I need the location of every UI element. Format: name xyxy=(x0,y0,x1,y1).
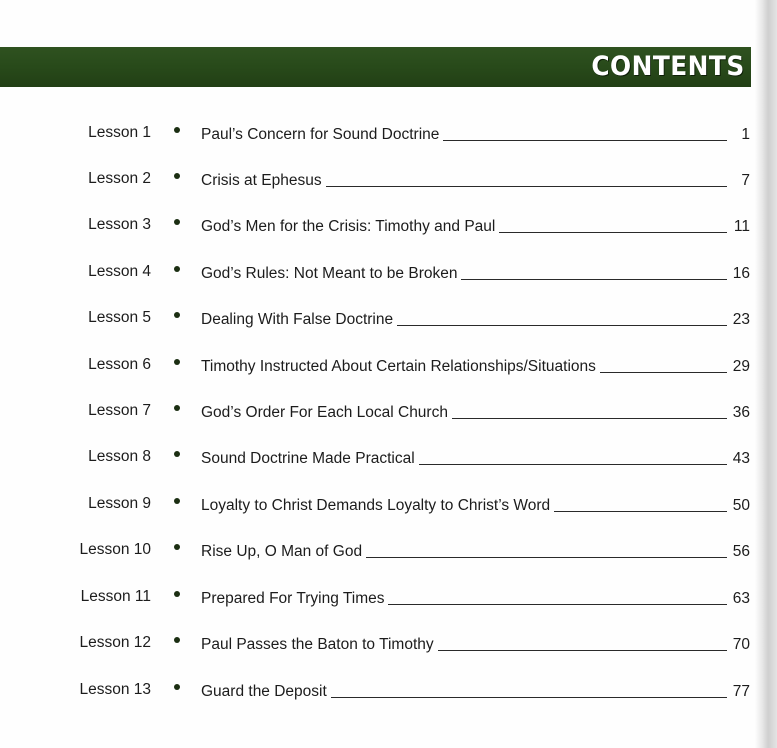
toc-entry-lesson-4[interactable] xyxy=(0,262,777,292)
lesson-label: Lesson 13 xyxy=(79,681,151,698)
lesson-label: Lesson 6 xyxy=(88,356,151,373)
page-title: CONTENTS xyxy=(591,51,745,82)
leader-line xyxy=(397,325,727,326)
bullet-icon xyxy=(174,591,180,597)
lesson-title: Timothy Instructed About Certain Relationships/Situations xyxy=(201,358,596,375)
page-number: 36 xyxy=(732,404,750,421)
lesson-title: Loyalty to Christ Demands Loyalty to Christ’s Word xyxy=(201,497,551,514)
leader-line xyxy=(388,604,727,605)
leader-line xyxy=(326,186,727,187)
page-number: 50 xyxy=(732,497,750,514)
page-number: 56 xyxy=(732,543,750,560)
lesson-title: Sound Doctrine Made Practical xyxy=(201,450,415,467)
page-number: 11 xyxy=(733,218,750,235)
bullet-icon xyxy=(174,219,180,225)
bullet-icon xyxy=(174,637,180,643)
toc-entry-lesson-3[interactable] xyxy=(0,215,777,245)
lesson-label: Lesson 2 xyxy=(88,170,151,187)
page-gutter-shadow xyxy=(755,0,777,748)
lesson-label: Lesson 11 xyxy=(80,588,151,605)
lesson-title: God’s Order For Each Local Church xyxy=(201,404,448,421)
lesson-title: Rise Up, O Man of God xyxy=(201,543,363,560)
lesson-label: Lesson 4 xyxy=(88,263,151,280)
bullet-icon xyxy=(174,312,180,318)
toc-entry-lesson-1[interactable] xyxy=(0,123,777,153)
lesson-label: Lesson 1 xyxy=(88,124,151,141)
lesson-label: Lesson 7 xyxy=(88,402,151,419)
lesson-label: Lesson 9 xyxy=(88,495,151,512)
leader-line xyxy=(419,464,727,465)
page-number: 7 xyxy=(741,172,750,189)
bullet-icon xyxy=(174,173,180,179)
toc-entry-lesson-7[interactable] xyxy=(0,401,777,431)
leader-line xyxy=(452,418,727,419)
bullet-icon xyxy=(174,498,180,504)
bullet-icon xyxy=(174,266,180,272)
toc-entry-lesson-8[interactable] xyxy=(0,447,777,477)
leader-line xyxy=(366,557,727,558)
lesson-label: Lesson 5 xyxy=(88,309,151,326)
leader-line xyxy=(499,232,727,233)
lesson-title: Paul Passes the Baton to Timothy xyxy=(201,636,434,653)
leader-line xyxy=(461,279,727,280)
leader-line xyxy=(554,511,727,512)
lesson-title: God’s Rules: Not Meant to be Broken xyxy=(201,265,458,282)
toc-entry-lesson-13[interactable] xyxy=(0,680,777,710)
bullet-icon xyxy=(174,451,180,457)
page-number: 77 xyxy=(732,683,750,700)
lesson-label: Lesson 3 xyxy=(88,216,151,233)
bullet-icon xyxy=(174,544,180,550)
lesson-title: Crisis at Ephesus xyxy=(201,172,322,189)
lesson-label: Lesson 12 xyxy=(79,634,151,651)
page-number: 63 xyxy=(732,590,750,607)
page-number: 23 xyxy=(732,311,750,328)
toc-entry-lesson-11[interactable] xyxy=(0,587,777,617)
lesson-title: Prepared For Trying Times xyxy=(201,590,385,607)
page-number: 16 xyxy=(732,265,750,282)
toc-entry-lesson-6[interactable] xyxy=(0,355,777,385)
leader-line xyxy=(443,140,727,141)
lesson-title: Dealing With False Doctrine xyxy=(201,311,394,328)
bullet-icon xyxy=(174,359,180,365)
toc-entry-lesson-2[interactable] xyxy=(0,169,777,199)
bullet-icon xyxy=(174,684,180,690)
bullet-icon xyxy=(174,127,180,133)
page-number: 43 xyxy=(732,450,750,467)
toc-entry-lesson-10[interactable] xyxy=(0,540,777,570)
page-number: 70 xyxy=(732,636,750,653)
leader-line xyxy=(438,650,727,651)
lesson-label: Lesson 8 xyxy=(88,448,151,465)
lesson-title: Guard the Deposit xyxy=(201,683,327,700)
contents-header-bar xyxy=(0,47,751,87)
leader-line xyxy=(600,372,727,373)
toc-entry-lesson-5[interactable] xyxy=(0,308,777,338)
page-number: 1 xyxy=(741,126,750,143)
lesson-title: Paul’s Concern for Sound Doctrine xyxy=(201,126,440,143)
lesson-label: Lesson 10 xyxy=(79,541,151,558)
leader-line xyxy=(331,697,727,698)
toc-entry-lesson-12[interactable] xyxy=(0,633,777,663)
page-number: 29 xyxy=(732,358,750,375)
toc-entry-lesson-9[interactable] xyxy=(0,494,777,524)
bullet-icon xyxy=(174,405,180,411)
lesson-title: God’s Men for the Crisis: Timothy and Paul xyxy=(201,218,496,235)
